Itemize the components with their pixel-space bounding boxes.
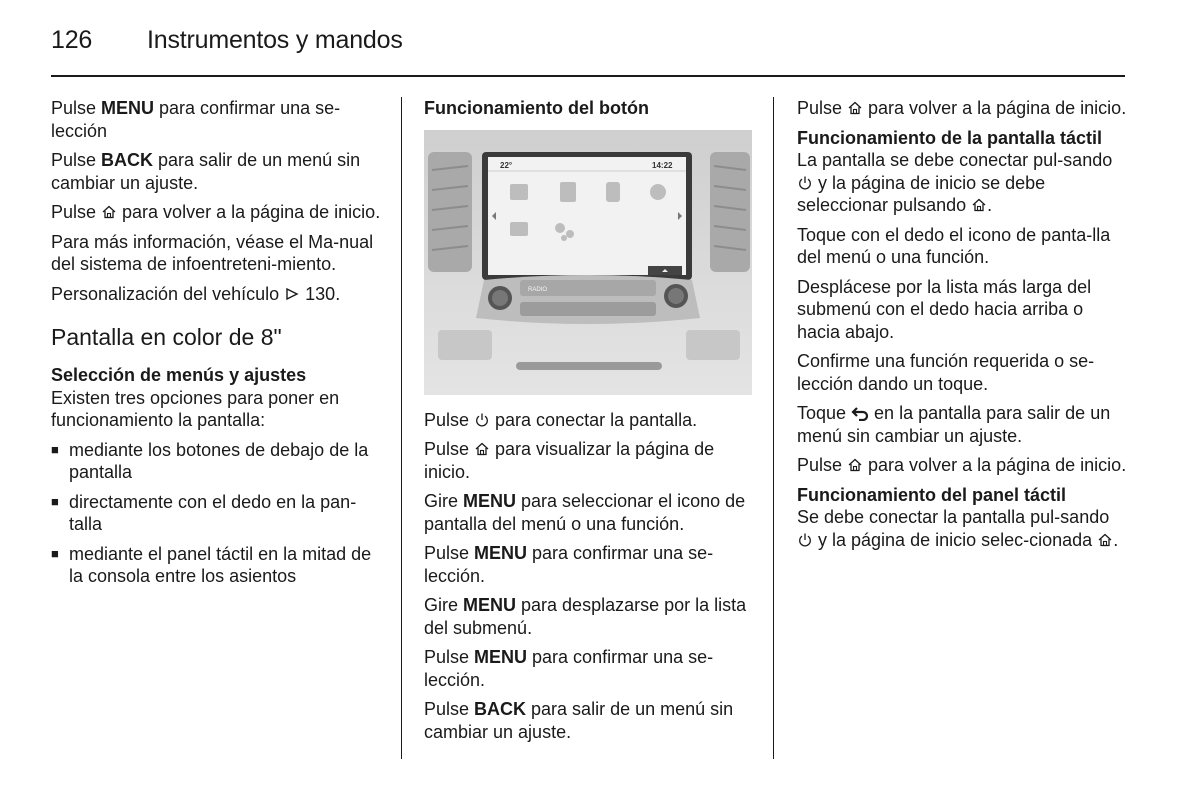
paragraph: Existen tres opciones para poner en funcionamiento la pantalla: (51, 387, 340, 430)
bullet-icon: ■ (51, 545, 59, 561)
subheading: Selección de menús y ajustes (51, 365, 307, 385)
infotainment-photo (424, 130, 752, 395)
paragraph: Pulse para conectar la pantalla. (424, 409, 698, 430)
paragraph: Personalización del vehículo 130. (51, 283, 341, 304)
bullet-icon: ■ (51, 441, 59, 457)
home-icon (847, 457, 863, 473)
paragraph: Pulse MENU para confirmar una se-lección (51, 98, 341, 141)
paragraph: Pulse BACK para salir de un menú sin cambiar un ajuste. (51, 150, 361, 193)
subheading: Funcionamiento del botón (424, 98, 649, 118)
list-item: ■ mediante los botones de debajo de la pantalla (51, 439, 369, 482)
back-arrow-icon (851, 405, 869, 421)
paragraph: Pulse para visualizar la página de inicio. (424, 439, 715, 482)
power-icon (797, 532, 813, 548)
figure-time: 14:22 (652, 160, 673, 170)
paragraph: Pulse para volver a la página de inicio. (797, 455, 1127, 475)
header-rule (51, 75, 1125, 77)
paragraph: Pulse MENU para confirmar una se-lección. (424, 543, 714, 586)
column-divider (773, 97, 774, 759)
subheading: Funcionamiento de la pantalla táctil (797, 127, 1103, 148)
home-icon (1097, 532, 1113, 548)
paragraph: Gire MENU para desplazarse por la lista del submenú. (424, 595, 747, 638)
home-icon (101, 204, 117, 220)
section-heading: Pantalla en color de 8" (51, 324, 282, 350)
paragraph: Desplácese por la lista más larga del submenú con el dedo hacia arriba o hacia abajo. (797, 276, 1092, 342)
page-title: Instrumentos y mandos (147, 26, 403, 54)
column-2 (424, 97, 754, 750)
list-item: ■ mediante el panel táctil en la mitad de la consola entre los asientos (51, 543, 372, 586)
column-1 (51, 97, 381, 595)
paragraph: Pulse para volver a la página de inicio. (797, 98, 1127, 118)
arrow-ref-icon (284, 286, 300, 302)
paragraph: Pulse MENU para confirmar una se-lección. (424, 647, 714, 690)
paragraph: Para más información, véase el Ma-nual del sistema de infoentreteni-miento. (51, 231, 374, 274)
paragraph: Pulse para volver a la página de inicio. (51, 202, 381, 222)
page-number: 126 (51, 26, 93, 54)
paragraph: Confirme una función requerida o se-lección dando un toque. (797, 351, 1095, 394)
bullet-icon: ■ (51, 493, 59, 509)
home-icon (847, 100, 863, 116)
paragraph: Se debe conectar la pantalla pul-sando y la página de inicio selec-cionada . (797, 507, 1119, 550)
paragraph: Toque en la pantalla para salir de un menú sin cambiar un ajuste. (797, 403, 1111, 446)
figure-temp: 22° (500, 160, 513, 170)
power-icon (797, 175, 813, 191)
paragraph: Pulse BACK para salir de un menú sin cambiar un ajuste. (424, 699, 734, 742)
list-item: ■ directamente con el dedo en la pan-talla (51, 491, 357, 534)
column-divider (401, 97, 402, 759)
paragraph: Gire MENU para seleccionar el icono de pantalla del menú o una función. (424, 491, 746, 534)
home-icon (474, 441, 490, 457)
subheading: Funcionamiento del panel táctil (797, 484, 1067, 505)
home-icon (971, 197, 987, 213)
figure-radio-label: RADIO (528, 286, 548, 293)
paragraph: Toque con el dedo el icono de panta-lla del menú o una función. (797, 224, 1111, 267)
paragraph: La pantalla se debe conectar pul-sando y la página de inicio se debe seleccionar pulsando . (797, 150, 1113, 215)
power-icon (474, 412, 490, 428)
column-3 (797, 97, 1127, 558)
